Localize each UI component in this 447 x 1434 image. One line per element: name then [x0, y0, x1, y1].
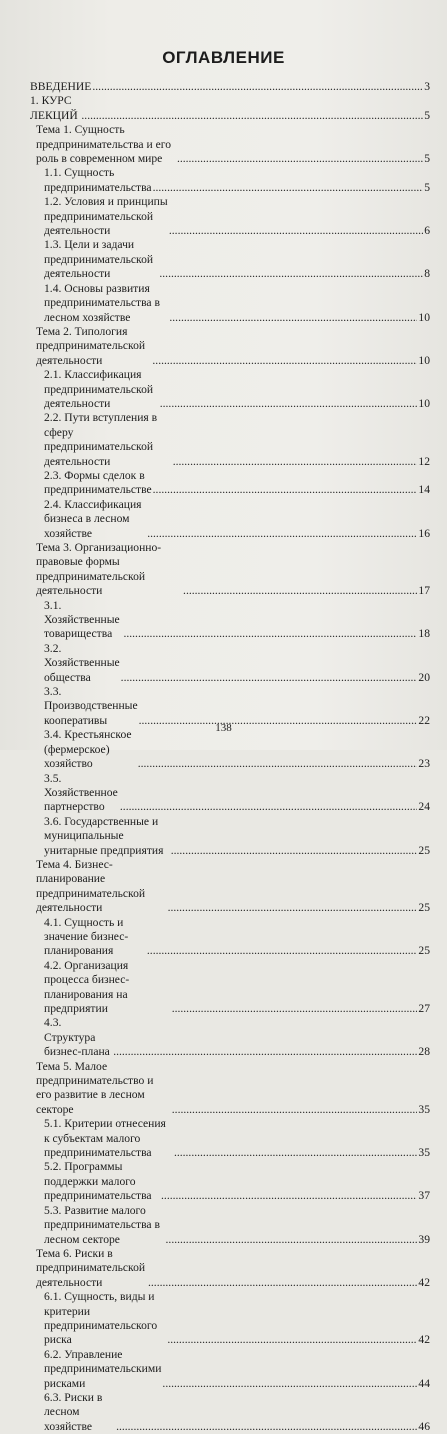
toc-entry-title: 1.2. Условия и принципы предпринимательской деятельности: [44, 195, 168, 238]
toc-subtopic: [30, 1160, 430, 1203]
toc-entry-title: Тема 1. Сущность предпринимательства и его роль в современном мире: [36, 123, 171, 166]
dot-leader: [172, 1103, 418, 1117]
toc-entry-page: 10: [418, 353, 430, 367]
toc-entry-page: 5: [424, 152, 430, 166]
toc-entry-title: 2.1. Классификация предпринимательской деятельности: [44, 368, 154, 410]
toc-entry-page: 42: [418, 1333, 430, 1347]
toc-subtopic: [30, 1204, 430, 1247]
toc-entry-page: 17: [418, 584, 430, 598]
toc-entry-page: 35: [418, 1146, 430, 1160]
toc-entry-title: 1.3. Цели и задачи предпринимательской деятельности: [44, 238, 154, 281]
toc-entry-title: 3.2. Хозяйственные общества: [44, 641, 120, 684]
toc-subtopic: [30, 498, 430, 541]
toc-topic: [30, 858, 430, 916]
dot-leader: [113, 1045, 417, 1059]
toc-entry-page: 20: [418, 670, 430, 684]
dot-leader: [171, 844, 418, 858]
toc-entry-title: 6.2. Управление предпринимательскими рисками: [44, 1347, 162, 1390]
toc-subtopic: [30, 1016, 430, 1059]
toc-entry-title: 4.1. Сущность и значение бизнес-планирования: [44, 915, 129, 958]
toc-entry-title: Тема 4. Бизнес-планирование предпринимательской деятельности: [36, 857, 146, 915]
toc-entry-page: 25: [418, 944, 430, 958]
toc-entry-title: 1. КУРС ЛЕКЦИЙ: [30, 94, 78, 122]
dot-leader: [177, 152, 423, 166]
dot-leader: [173, 455, 418, 469]
toc-entry-page: 37: [418, 1189, 430, 1203]
toc-topic: [30, 1060, 430, 1118]
toc-subtopic: [30, 238, 430, 281]
toc-subtopic: [30, 1391, 430, 1434]
toc-entry-title: 3.1. Хозяйственные товарищества: [44, 598, 120, 641]
dot-leader: [159, 267, 423, 281]
toc-subtopic: [30, 411, 430, 469]
dot-leader: [147, 527, 417, 541]
dot-leader: [169, 311, 417, 325]
table-of-contents: [30, 80, 430, 1434]
dot-leader: [166, 1233, 418, 1247]
toc-entry-page: 10: [418, 396, 430, 410]
toc-subtopic: [30, 469, 430, 498]
toc-subtopic: [30, 195, 430, 238]
dot-leader: [172, 1002, 418, 1016]
toc-subtopic: [30, 1117, 430, 1160]
toc-entry-title: Тема 3. Организационно-правовые формы предпринимательской деятельности: [36, 541, 162, 598]
dot-leader: [174, 1146, 417, 1160]
toc-entry-page: 25: [418, 901, 430, 915]
toc-entry-page: 18: [418, 627, 430, 641]
toc-subtopic: [30, 772, 430, 815]
toc-entry-page: 14: [418, 483, 430, 497]
toc-entry-title: Тема 2. Типология предпринимательской деятельности: [36, 324, 146, 367]
toc-entry-page: 22: [418, 713, 430, 727]
toc-entry-page: 24: [418, 800, 430, 814]
toc-title: ОГЛАВЛЕНИЕ: [162, 48, 285, 67]
toc-entry-title: 1.4. Основы развития предпринимательства в лесном хозяйстве: [44, 281, 160, 324]
dot-leader: [116, 1420, 417, 1434]
toc-entry-title: 6.1. Сущность, виды и критерии предпринимательского риска: [44, 1290, 158, 1347]
toc-entry-title: Тема 5. Малое предпринимательство и его развитие в лесном секторе: [36, 1059, 154, 1116]
toc-section: [30, 94, 430, 123]
dot-leader: [121, 671, 418, 685]
page-number: 138: [215, 722, 232, 734]
toc-subtopic: [30, 1348, 430, 1391]
toc-entry-title: 2.3. Формы сделок в предпринимательстве: [44, 468, 152, 497]
dot-leader: [81, 109, 423, 123]
toc-subtopic: [30, 166, 430, 195]
toc-subtopic: [30, 916, 430, 959]
toc-topic: [30, 325, 430, 368]
toc-entry-title: 5.3. Развитие малого предпринимательства в лесном секторе: [44, 1203, 160, 1246]
toc-subtopic: [30, 815, 430, 858]
toc-entry-page: 46: [418, 1419, 430, 1433]
dot-leader: [153, 483, 418, 497]
dot-leader: [153, 181, 424, 195]
toc-entry-title: 6.3. Риски в лесном хозяйстве: [44, 1390, 103, 1433]
toc-entry-page: 42: [418, 1275, 430, 1289]
toc-entry-title: 3.3. Производственные кооперативы: [44, 685, 138, 727]
dot-leader: [169, 224, 423, 238]
toc-entry-title: 4.2. Организация процесса бизнес-планирования на предприятии: [44, 958, 130, 1015]
dot-leader: [167, 1333, 417, 1347]
toc-entry-page: 39: [418, 1232, 430, 1246]
toc-section: [30, 80, 430, 94]
toc-topic: [30, 1247, 430, 1290]
toc-entry-page: 44: [418, 1376, 430, 1390]
dot-leader: [123, 627, 417, 641]
dot-leader: [161, 1189, 417, 1203]
toc-entry-title: 3.6. Государственные и муниципальные унитарные предприятия: [44, 814, 164, 857]
dot-leader: [162, 1377, 417, 1391]
toc-entry-title: 3.5. Хозяйственное партнерство: [44, 771, 118, 814]
toc-topic: [30, 541, 430, 599]
toc-subtopic: [30, 1290, 430, 1348]
toc-entry-page: 6: [424, 224, 430, 238]
toc-entry-page: 16: [418, 526, 430, 540]
toc-entry-title: 3.4. Крестьянское (фермерское) хозяйство: [44, 728, 132, 771]
dot-leader: [148, 1276, 417, 1290]
dot-leader: [92, 80, 423, 94]
toc-entry-title: 5.2. Программы поддержки малого предпринимательства: [44, 1160, 152, 1203]
toc-subtopic: [30, 368, 430, 411]
toc-subtopic: [30, 282, 430, 325]
toc-entry-page: 10: [418, 310, 430, 324]
toc-topic: [30, 123, 430, 166]
dot-leader: [183, 584, 417, 598]
toc-entry-page: 25: [418, 843, 430, 857]
toc-entry-page: 3: [424, 80, 430, 93]
dot-leader: [152, 354, 417, 368]
dot-leader: [160, 397, 418, 411]
toc-entry-title: 1.1. Сущность предпринимательства: [44, 166, 152, 194]
toc-entry-page: 27: [418, 1002, 430, 1015]
toc-entry-page: 5: [424, 180, 430, 194]
toc-subtopic: [30, 642, 430, 685]
toc-entry-title: ВВЕДЕНИЕ: [30, 80, 92, 93]
toc-entry-title: 5.1. Критерии отнесения к субъектам малого предпринимательства: [44, 1117, 166, 1160]
toc-subtopic: [30, 599, 430, 642]
toc-entry-page: 8: [424, 267, 430, 281]
dot-leader: [147, 944, 418, 958]
toc-entry-title: Тема 6. Риски в предпринимательской деятельности: [36, 1246, 146, 1289]
toc-entry-page: 35: [418, 1102, 430, 1116]
toc-entry-page: 28: [418, 1045, 430, 1059]
dot-leader: [138, 757, 418, 771]
toc-entry-title: 2.4. Классификация бизнеса в лесном хозяйстве: [44, 497, 142, 540]
toc-subtopic: [30, 959, 430, 1017]
dot-leader: [120, 800, 418, 814]
toc-entry-page: 12: [418, 454, 430, 468]
toc-entry-title: 4.3. Структура бизнес-плана: [44, 1016, 110, 1059]
toc-entry-page: 5: [424, 108, 430, 122]
toc-entry-page: 23: [418, 757, 430, 771]
toc-entry-title: 2.2. Пути вступления в сферу предпринимательской деятельности: [44, 411, 158, 468]
dot-leader: [168, 901, 418, 915]
